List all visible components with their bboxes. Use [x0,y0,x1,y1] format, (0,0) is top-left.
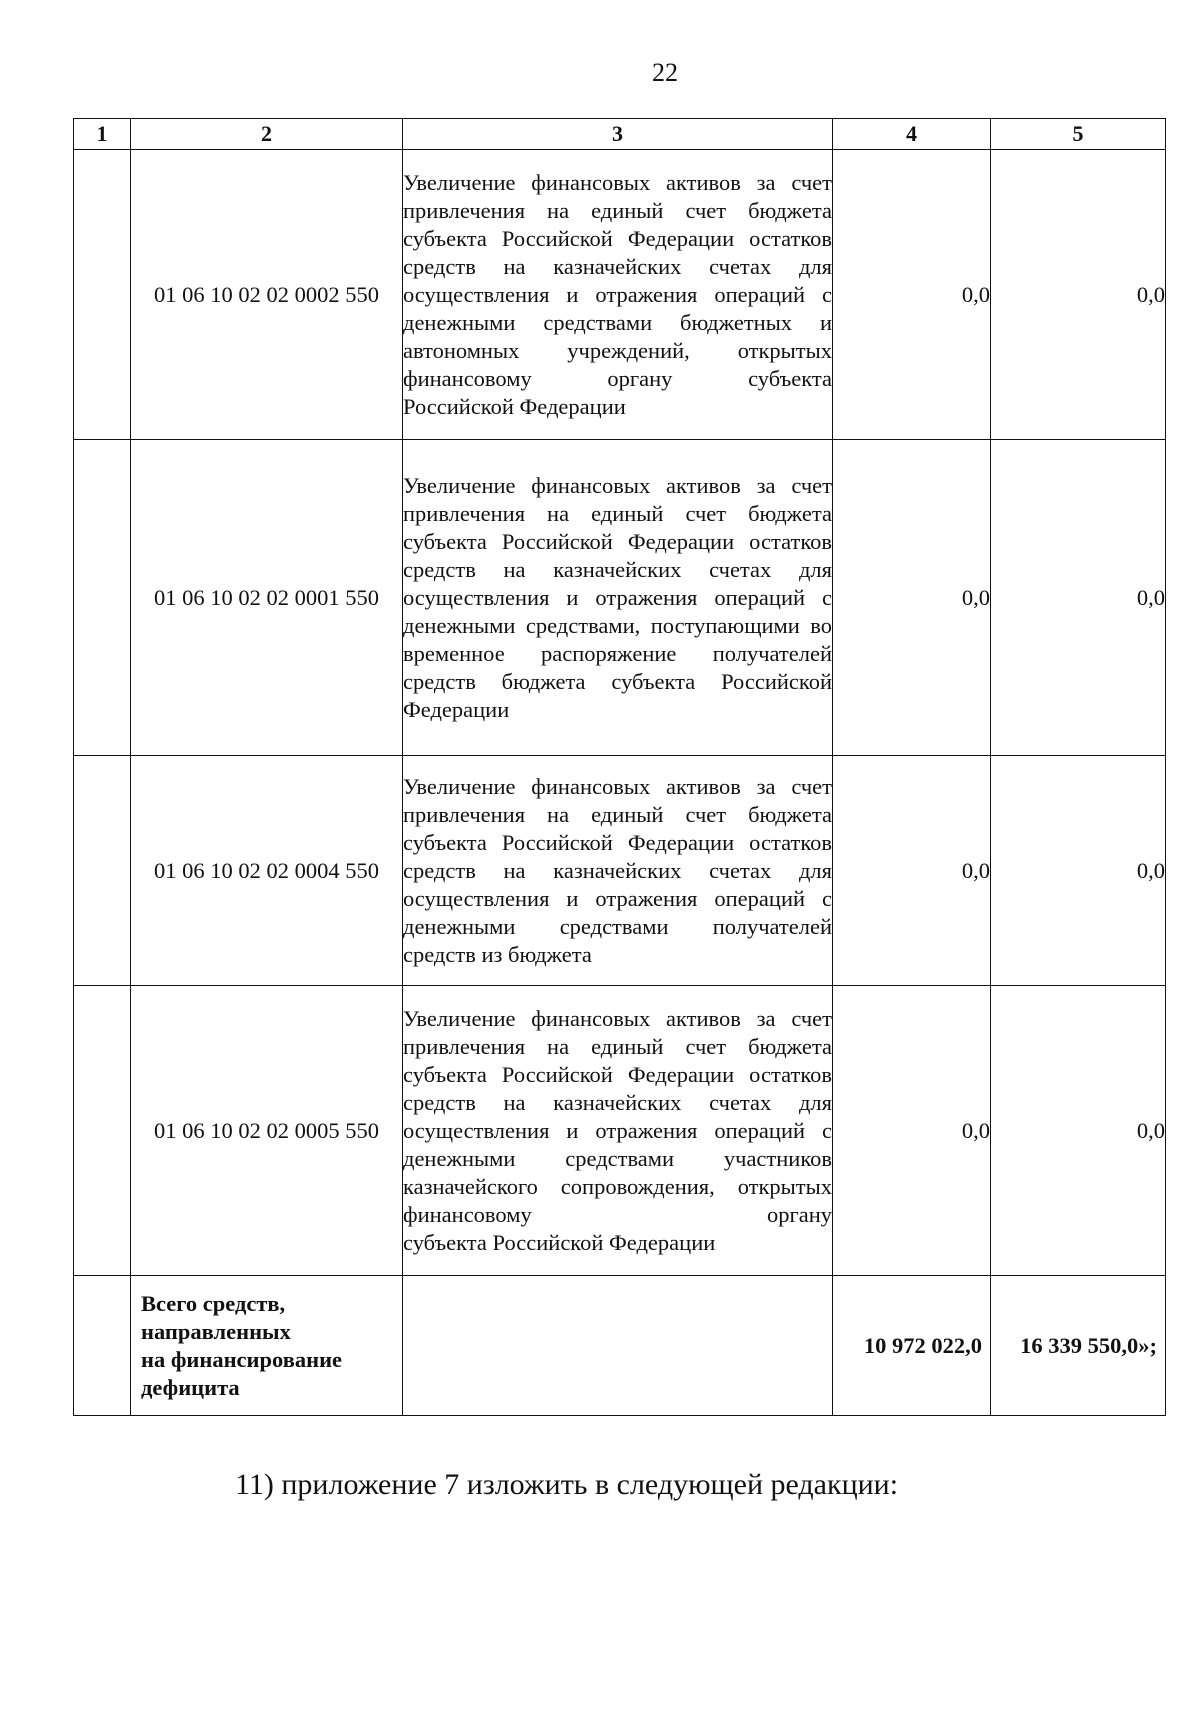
value-col5-cell: 0,0 [991,150,1166,440]
description-text: Увеличение финансовых активов за счет привлечения на единый счет бюджета субъекта Российской Федерации остатков средств на казначейских счетах для осуществления и отражения операций с денежными средствами получателей [403,773,832,939]
column-header-3: 3 [403,119,833,150]
description-cell [403,440,833,756]
description-text: Увеличение финансовых активов за счет привлечения на единый счет бюджета субъекта Российской Федерации остатков средств на казначейских счетах для осуществления и отражения операций с денежными средствами участников казначейского сопровождения, открытых финансовому органу [403,1005,832,1227]
value-col5-cell: 0,0 [991,756,1166,986]
total-label-cell [131,1276,403,1416]
total-description-cell [403,1276,833,1416]
row-index-cell [74,440,131,756]
table-row [74,440,1166,756]
financing-table [73,118,1166,1416]
total-row [74,1276,1166,1416]
column-header-2: 2 [131,119,403,150]
value-col5-cell: 0,0 [991,440,1166,756]
description-text: Увеличение финансовых активов за счет привлечения на единый счет бюджета субъекта Российской Федерации остатков средств на казначейских счетах для осуществления и отражения операций с денежными средствами бюджетных и автономных учреждений, открытых финансовому органу субъекта [403,169,832,391]
budget-code-cell: 01 06 10 02 02 0004 550 [131,756,403,986]
budget-code-cell: 01 06 10 02 02 0005 550 [131,986,403,1276]
budget-code-cell: 01 06 10 02 02 0002 550 [131,150,403,440]
description-cell [403,756,833,986]
instruction-text: 11) приложение 7 изложить в следующей редакции: [235,1468,899,1501]
table-header-row [74,119,1166,150]
total-value-col5-cell: 16 339 550,0»; [991,1276,1166,1416]
value-col4-cell: 0,0 [833,986,991,1276]
total-label-line: Всего средств, [141,1290,286,1316]
description-last-line: субъекта Российской Федерации [403,1229,716,1255]
column-header-5: 5 [991,119,1166,150]
value-col4-cell: 0,0 [833,756,991,986]
table-row [74,756,1166,986]
row-index-cell [74,150,131,440]
total-value-col4-cell: 10 972 022,0 [833,1276,991,1416]
total-index-cell [74,1276,131,1416]
total-label-line: направленных [141,1318,291,1344]
budget-code-cell: 01 06 10 02 02 0001 550 [131,440,403,756]
total-label-line: на финансирование [141,1346,343,1372]
table-row [74,986,1166,1276]
value-col4-cell: 0,0 [833,150,991,440]
table-row [74,150,1166,440]
total-label-line: дефицита [141,1374,240,1400]
row-index-cell [74,986,131,1276]
page-number: 22 [652,58,678,87]
value-col5-cell: 0,0 [991,986,1166,1276]
description-cell [403,986,833,1276]
description-text: Увеличение финансовых активов за счет привлечения на единый счет бюджета субъекта Российской Федерации остатков средств на казначейских счетах для осуществления и отражения операций с денежными средствами, поступающими во временное распоряжение получателей средств бюджета субъекта Российской [403,472,832,694]
description-last-line: Федерации [403,696,510,722]
column-header-4: 4 [833,119,991,150]
row-index-cell [74,756,131,986]
column-header-1: 1 [74,119,131,150]
description-last-line: Российской Федерации [403,393,626,419]
value-col4-cell: 0,0 [833,440,991,756]
description-cell [403,150,833,440]
description-last-line: средств из бюджета [403,941,592,967]
